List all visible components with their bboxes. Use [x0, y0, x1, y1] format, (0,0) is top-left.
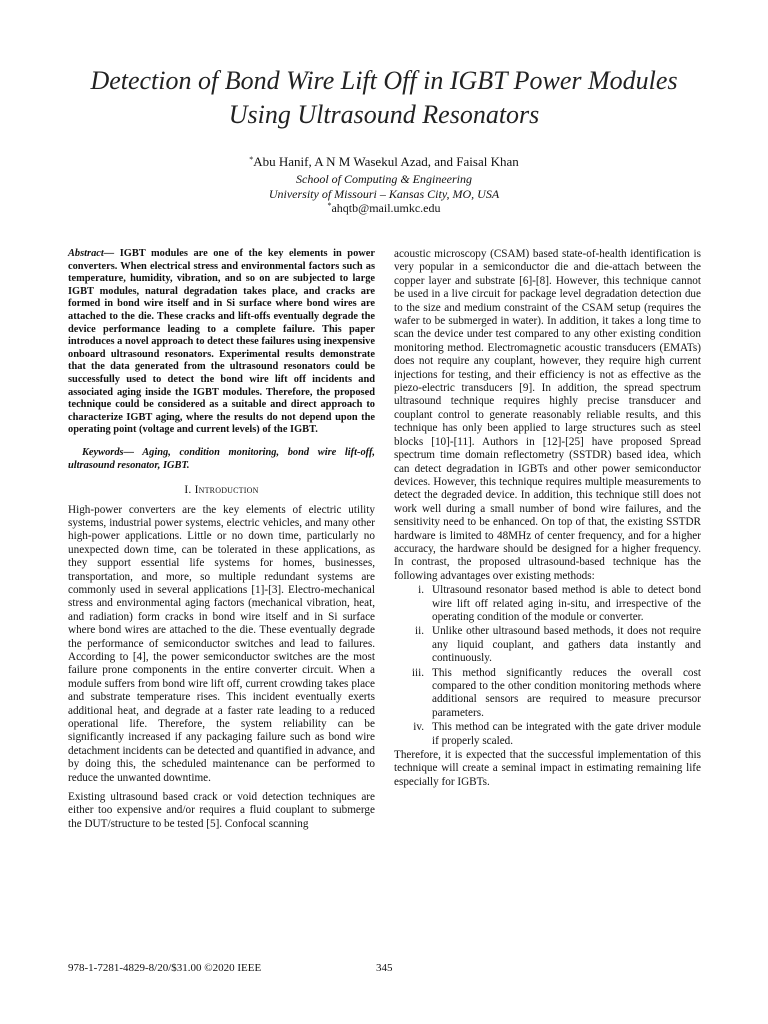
author-email [0, 201, 768, 216]
list-item [394, 721, 701, 748]
advantages-list [394, 584, 701, 748]
author-list [0, 154, 768, 170]
affiliation-university: University of Missouri – Kansas City, MO, USA [268, 186, 500, 201]
keywords-label: Keywords— [82, 446, 134, 458]
intro-paragraph-2: Existing ultrasound based crack or void detection techniques are either too expensive and/or requires a fluid couplant to submerge the DUT/structure to be tested [5]. Confocal scanning [68, 791, 375, 830]
abstract [68, 248, 375, 437]
intro-paragraph-1: High-power converters are the key elements of electric utility systems, industrial power systems, electric vehicles, and many other high-power applications. Little or no down time, particularly no unexpected down time, can be tolerated in these applications, as they support essential life systems for homes, businesses, transportation, and more, so multiple redundant systems are commonly used in several applications [1]-[3]. Electro-mechanical stress and environmental aging factors (mechanical vibration, heat, and radiation) form cracks in bond wire itself and in Si surface where bond wires are attached to the die. These eventually degrade the performance of semiconductor switches and lead to failures. According to [4], the power semiconductor switches are the most failure prone components in the entire converter circuit. When a module suffers from bond wire lift off, current crowding takes place and substrate temperature rises. This incident eventually exerts additional heat, and degrade at a faster rate leading to a reduced operational life. Therefore, the system reliability can be significantly increased if any packaging failure such as bond wire detachment incidents can be detected and quantified in advance, and by doing this, the scheduled maintenance can be performed to reduce the unwanted downtime. [68, 503, 375, 784]
email-marker: * [327, 201, 332, 210]
abstract-label: Abstract— [68, 248, 115, 259]
list-item [394, 584, 701, 624]
intro-paragraph-2-continued: acoustic microscopy (CSAM) based state-of-health identification is very popular in a semiconductor die and die-attach between the copper layer and substrate [6]-[8]. However, this technique cannot be used in a live circuit for package level degradation detection due to the size and medium constraint of the CSAM setup (requires the wafer to be submerged in water). In addition, it takes a long time to scan the device under test compared to any other existing condition monitoring method. Electromagnetic acoustic transducers (EMATs) does not require any couplant, however, they require high current injections for testing, and their efficiency is not as effective as the piezo-electric transducers [9]. In addition, the spread spectrum ultrasound technique requires highly precise transducer and couplant control to generate reasonably reliable results, and this technique has only been applied to large structures such as steel blocks [10]-[11]. Authors in [12]-[25] have proposed Spread spectrum time domain reflectometry (SSTDR) based idea, which can detect degradation in IGBTs and other power semiconductor devices. However, this technique requires multiple measurements to detect the degraded device. In addition, this technique still does not work well during a small number of bond wire failures, and the sensitivity need to be enhanced. On top of that, the existing SSTDR hardware is limited to 48MHz of center frequency, and for a higher accuracy, the hardware should be designed for a higher frequency. In contrast, the proposed ultrasound-based technique has the following advantages over existing methods: [394, 248, 701, 582]
list-item [394, 667, 701, 721]
list-item-number: i. [418, 584, 424, 597]
intro-conclusion: Therefore, it is expected that the successful implementation of this technique will create a seminal impact in estimating remaining life especially for IGBTs. [394, 749, 701, 788]
author-marker: * [249, 155, 254, 164]
keywords [68, 447, 375, 472]
list-item-number: iv. [413, 721, 424, 734]
list-item-text: This method significantly reduces the overall cost compared to the other condition monitoring methods where additional sensors are required to measure precursor parameters. [432, 666, 701, 719]
list-item-text: Unlike other ultrasound based methods, it does not require any liquid couplant, and gathers data instantly and continuously. [432, 625, 701, 665]
left-column [68, 248, 375, 837]
affiliation-school: School of Computing & Engineering [296, 172, 472, 186]
affiliation-block [0, 172, 768, 216]
authors-text: Abu Hanif, A N M Wasekul Azad, and Faisal Khan [253, 154, 519, 169]
list-item-number: ii. [414, 625, 424, 638]
copyright-notice: 978-1-7281-4829-8/20/$31.00 ©2020 IEEE [68, 962, 262, 974]
paper-title: Detection of Bond Wire Lift Off in IGBT Power Modules Using Ultrasound Resonators [90, 66, 678, 129]
email-text: ahqtb@mail.umkc.edu [331, 201, 441, 215]
page-number: 345 [376, 962, 393, 974]
list-item-text: Ultrasound resonator based method is able to detect bond wire lift off related aging in-situ, and irrespective of the operating condition of the module or converter. [432, 584, 701, 623]
list-item [394, 625, 701, 665]
section-heading-introduction: I. Introduction [184, 484, 259, 497]
list-item-text: This method can be integrated with the gate driver module if properly scaled. [432, 721, 701, 747]
list-item-number: iii. [411, 666, 424, 679]
abstract-text: IGBT modules are one of the key elements in power converters. When electrical stress and environmental factors such as temperature, humidity, vibration, and so on are subjected to large IGBT modules, natural degradation takes place, and cracks are formed in bond wire itself and in Si surface where bond wires are attached to the die. These cracks and lift-offs eventually degrade the device performance leading to a complete failure. This paper introduces a novel approach to detect these failures using inexpensive onboard ultrasound resonators. Experimental results demonstrate that the data generated from the ultrasound resonators could be successfully used to detect the bond wire lift off incidents and associated aging inside the IGBT modules. Therefore, the proposed technique could be considered as a suitable and direct approach to characterize IGBT aging, where the results do not depend upon the operating point (voltage and current levels) of the IGBT. [68, 248, 375, 436]
keywords-text: Aging, condition monitoring, bond wire lift-off, ultrasound resonator, IGBT. [68, 446, 375, 471]
right-column [394, 248, 701, 795]
